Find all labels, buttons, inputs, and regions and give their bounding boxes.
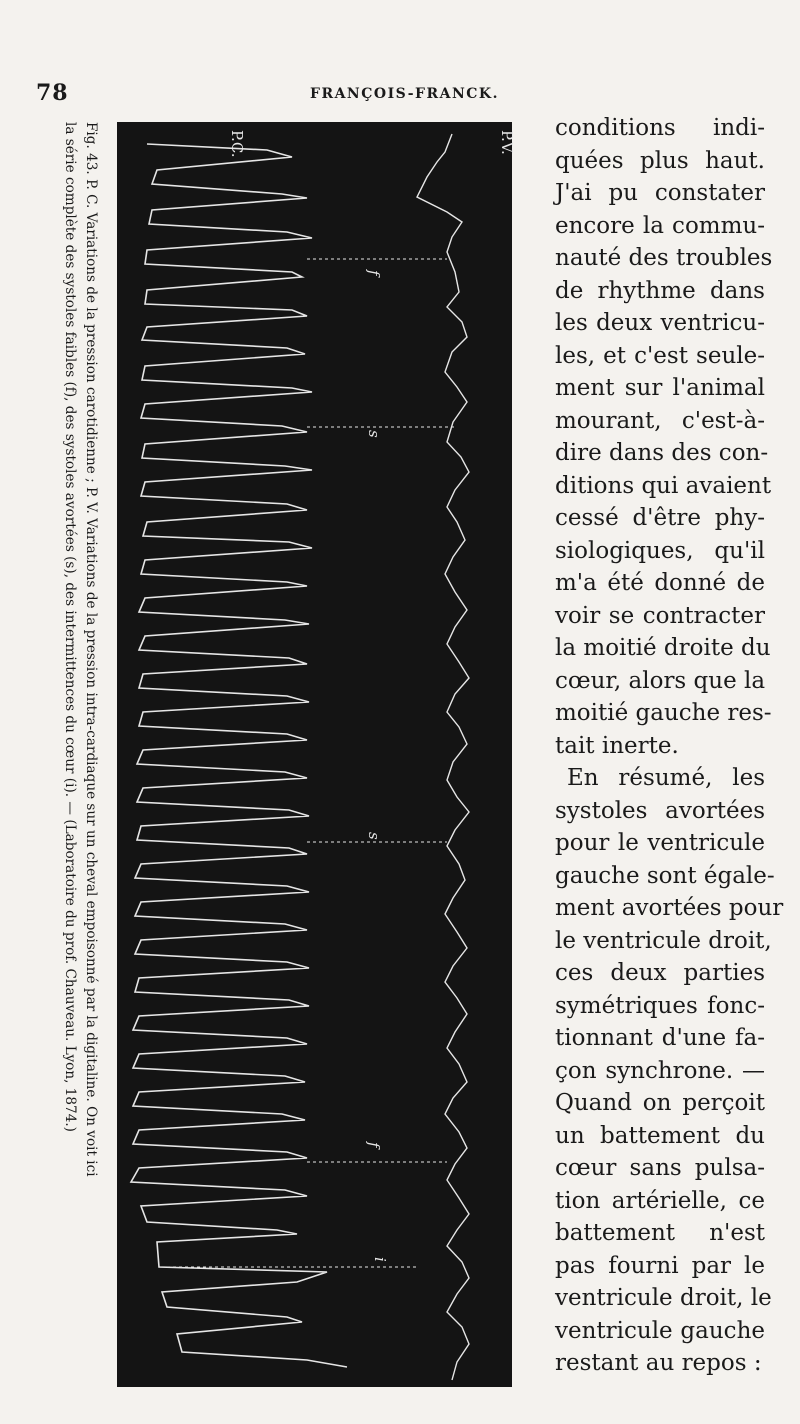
body-text-line: pas fourni par le [555,1252,765,1279]
running-title: FRANÇOIS-FRANCK. [310,86,499,102]
body-text-line: cœur sans pulsa- [555,1155,765,1181]
mark-s-1: s [365,430,383,438]
body-text-line: quées plus haut. [555,147,765,174]
body-text-line: tion artérielle, ce [555,1187,765,1214]
body-text-line: moitié gauche res- [555,700,772,726]
body-text-line: les deux ventricu- [555,310,765,336]
body-text-line: cessé d'être phy- [555,505,765,531]
body-text-column [555,112,784,1380]
body-text-line: J'ai pu constater [555,180,765,206]
mark-f-2: f [365,1142,383,1148]
figure-caption [53,122,101,1387]
body-text-line: voir se contracter [555,602,765,629]
body-text-line: battement n'est [555,1220,765,1246]
mark-f-1: f [365,270,383,276]
body-text-line: la moitié droite du [555,635,771,661]
mark-i-1: i [371,1257,389,1262]
body-text-line: les, et c'est seule- [555,342,765,369]
body-text-line: ment sur l'animal [555,375,765,401]
body-text-line: ces deux parties [555,960,765,986]
label-pv: P.V. [498,130,516,155]
mark-s-2: s [365,832,383,840]
page-number: 78 [36,80,69,106]
body-text-line: conditions indi- [555,115,765,141]
body-text-line: tait inerte. [555,732,679,759]
caption-line-2: la série complète des systoles faibles (f), des systoles avortées (s), des intermittences du cœur (i). — (Laboratoire du prof. Chauveau. Lyon, 1874.) [62,122,78,1132]
body-text-line: siologiques, qu'il [555,537,765,564]
body-text-line: ment avortées pour [555,895,784,921]
body-text-line: systoles avortées [555,797,765,824]
body-text-line: nauté des troubles [555,245,773,271]
body-text-line: de rhythme dans [555,277,765,304]
trace-pc [417,134,469,1380]
body-text-line: En résumé, les [567,765,765,791]
pressure-trace-figure [117,122,516,1387]
trace-pv [131,144,347,1367]
body-text-line: tionnant d'une fa- [555,1025,765,1051]
figure-plate [117,122,516,1387]
body-text-line: m'a été donné de [555,570,765,596]
body-text-line: pour le ventricule [555,830,765,856]
body-text-line: Quand on perçoit [555,1090,765,1116]
body-text-line: ditions qui avaient [555,472,772,499]
body-text-line: dire dans des con- [555,440,769,466]
caption-line-1: Fig. 43. P. C. Variations de la pression carotidienne ; P. V. Variations de la pression intra-cardiaque sur un cheval empoisonné par la digitaline. On voit ici [83,122,99,1177]
body-text-line: ventricule droit, le [555,1285,772,1311]
body-text-line: mourant, c'est-à- [555,407,765,434]
body-text-line: encore la commu- [555,212,765,239]
label-pc: P.C. [228,130,246,158]
body-text-line: gauche sont égale- [555,862,775,889]
body-text-line: restant au repos : [555,1350,762,1376]
body-text-line: cœur, alors que la [555,667,766,694]
body-text-line: ventricule gauche [555,1317,765,1344]
body-text-line: le ventricule droit, [555,927,772,954]
body-text-line: symétriques fonc- [555,992,765,1019]
body-text-line: çon synchrone. — [555,1057,765,1084]
body-text-line: un battement du [555,1122,765,1149]
